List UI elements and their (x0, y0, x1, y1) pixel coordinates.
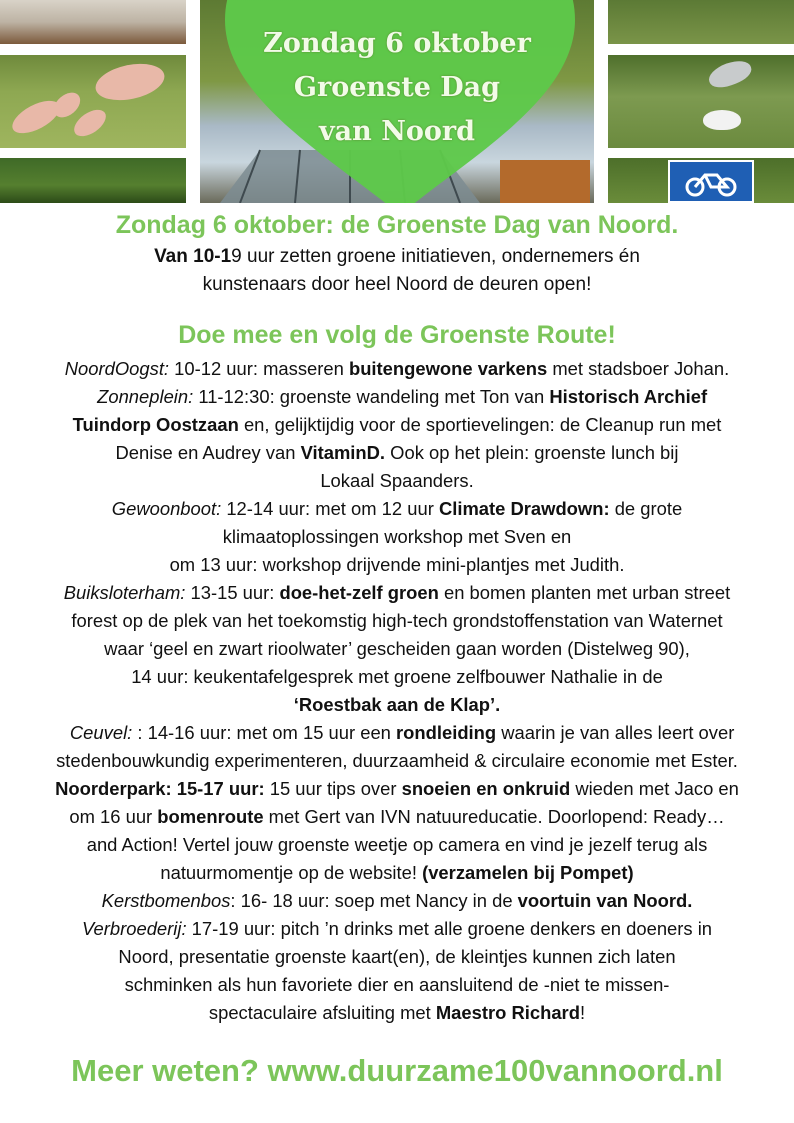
photo-people-in-garden (608, 0, 794, 44)
intro-line-2: kunstenaars door heel Noord de deuren open! (202, 274, 592, 295)
program-text: 12-14 uur: met om 12 uur (221, 498, 439, 519)
intro-text (0, 243, 794, 299)
program-line: klimaatoplossingen workshop met Sven en (222, 526, 572, 547)
program-line (0, 495, 794, 523)
location-noorderpark: Noorderpark: 15-17 uur: (55, 778, 265, 799)
footer-website-link[interactable]: Meer weten? www.duurzame100vannoord.nl (71, 1053, 723, 1088)
program-text: Denise en Audrey van (115, 442, 301, 463)
program-text: ! (579, 1002, 586, 1023)
program-text: 13-15 uur: (185, 582, 280, 603)
program-line (0, 383, 794, 411)
photo-garden-plants (0, 158, 186, 203)
program-line (0, 355, 794, 383)
program-line: Noord, presentatie groenste kaart(en), de kleintjes kunnen zich laten (118, 946, 676, 967)
program-text: 17-19 uur: pitch ’n drinks met alle groene denkers en doeners in (186, 918, 713, 939)
heart-title-line: Groenste Dag (293, 72, 501, 103)
program-line (0, 999, 794, 1027)
flyer-content (0, 207, 794, 1027)
program-text: natuurmomentje op de website! (160, 862, 423, 883)
program-highlight: snoeien en onkruid (401, 778, 571, 799)
program-highlight: doe-het-zelf groen (279, 582, 439, 603)
program-text: 10-12 uur: masseren (169, 358, 349, 379)
program-line: Lokaal Spaanders. (320, 470, 474, 491)
program-text: met Gert van IVN natuureducatie. Doorlopend: Ready… (263, 806, 725, 827)
program-line (0, 411, 794, 439)
program-line: forest op de plek van het toekomstig high-tech grondstoffenstation van Waternet (71, 610, 723, 631)
headline: Zondag 6 oktober: de Groenste Dag van Noord. (115, 211, 679, 239)
program-text: met stadsboer Johan. (547, 358, 730, 379)
program-text: om 16 uur (69, 806, 158, 827)
program-text: en bomen planten met urban street (438, 582, 731, 603)
program-highlight: buitengewone varkens (348, 358, 548, 379)
heart-title-line: Zondag 6 oktober (263, 28, 531, 59)
program-highlight: bomenroute (157, 806, 264, 827)
program-line (0, 859, 794, 887)
location-kerstbomenbos: Kerstbomenbos (101, 890, 231, 911)
program-line: stedenbouwkundig experimenteren, duurzaamheid & circulaire economie met Ester. (56, 750, 738, 771)
program-list (0, 355, 794, 1027)
program-line (0, 803, 794, 831)
program-line: waar ‘geel en zwart rioolwater’ gescheiden gaan worden (Distelweg 90), (104, 638, 690, 659)
route-heading: Doe mee en volg de Groenste Route! (178, 321, 616, 349)
program-text: waarin je van alles leert over (496, 722, 735, 743)
program-text: spectaculaire afsluiting met (208, 1002, 436, 1023)
program-line: schminken als hun favoriete dier en aansluitend de -niet te missen- (124, 974, 670, 995)
program-line: 14 uur: keukentafelgesprek met groene zelfbouwer Nathalie in de (131, 666, 663, 687)
program-highlight: (verzamelen bij Pompet) (422, 862, 634, 883)
location-zonneplein: Zonneplein: (97, 386, 194, 407)
heart-title-line: van Noord (318, 116, 475, 147)
program-line (0, 915, 794, 943)
photo-greenhouse-roof (0, 0, 186, 44)
program-highlight: Tuindorp Oostzaan (72, 414, 239, 435)
program-highlight: Climate Drawdown: (438, 498, 610, 519)
program-line (0, 887, 794, 915)
heart-title (200, 22, 594, 154)
program-text: en, gelijktijdig voor de sportievelingen: de Cleanup run met (238, 414, 722, 435)
bicycle-sign-icon (668, 160, 754, 203)
program-line (0, 775, 794, 803)
location-buiksloterham: Buiksloterham: (63, 582, 186, 603)
program-text: 15 uur tips over (264, 778, 402, 799)
program-highlight: ‘Roestbak aan de Klap’. (293, 694, 501, 715)
location-ceuvel: Ceuvel: (69, 722, 133, 743)
photo-pigs-in-field (0, 55, 186, 148)
program-line (0, 439, 794, 467)
intro-line-1: 9 uur zetten groene initiatieven, ondernemers én (231, 246, 640, 267)
program-text: wieden met Jaco en (570, 778, 739, 799)
photo-birds-in-water (608, 55, 794, 148)
program-highlight: Maestro Richard (435, 1002, 580, 1023)
program-line (0, 719, 794, 747)
program-text: : 16- 18 uur: soep met Nancy in de (230, 890, 518, 911)
program-highlight: voortuin van Noord. (517, 890, 693, 911)
header-photo-collage (0, 0, 794, 203)
program-text: 11-12:30: groenste wandeling met Ton van (193, 386, 550, 407)
program-text: Ook op het plein: groenste lunch bij (385, 442, 679, 463)
program-line (0, 579, 794, 607)
intro-time: Van 10-1 (154, 246, 232, 267)
program-text: de grote (609, 498, 683, 519)
program-line: om 13 uur: workshop drijvende mini-plantjes met Judith. (169, 554, 625, 575)
program-line: and Action! Vertel jouw groenste weetje op camera en vind je jezelf terug als (86, 834, 708, 855)
program-highlight: VitaminD. (300, 442, 386, 463)
location-verbroederij: Verbroederij: (81, 918, 187, 939)
program-highlight: Historisch Archief (549, 386, 708, 407)
program-line (0, 691, 794, 719)
program-highlight: rondleiding (396, 722, 497, 743)
location-gewoonboot: Gewoonboot: (111, 498, 222, 519)
program-text: : 14-16 uur: met om 15 uur een (132, 722, 397, 743)
location-noordoogst: NoordOogst: (64, 358, 170, 379)
